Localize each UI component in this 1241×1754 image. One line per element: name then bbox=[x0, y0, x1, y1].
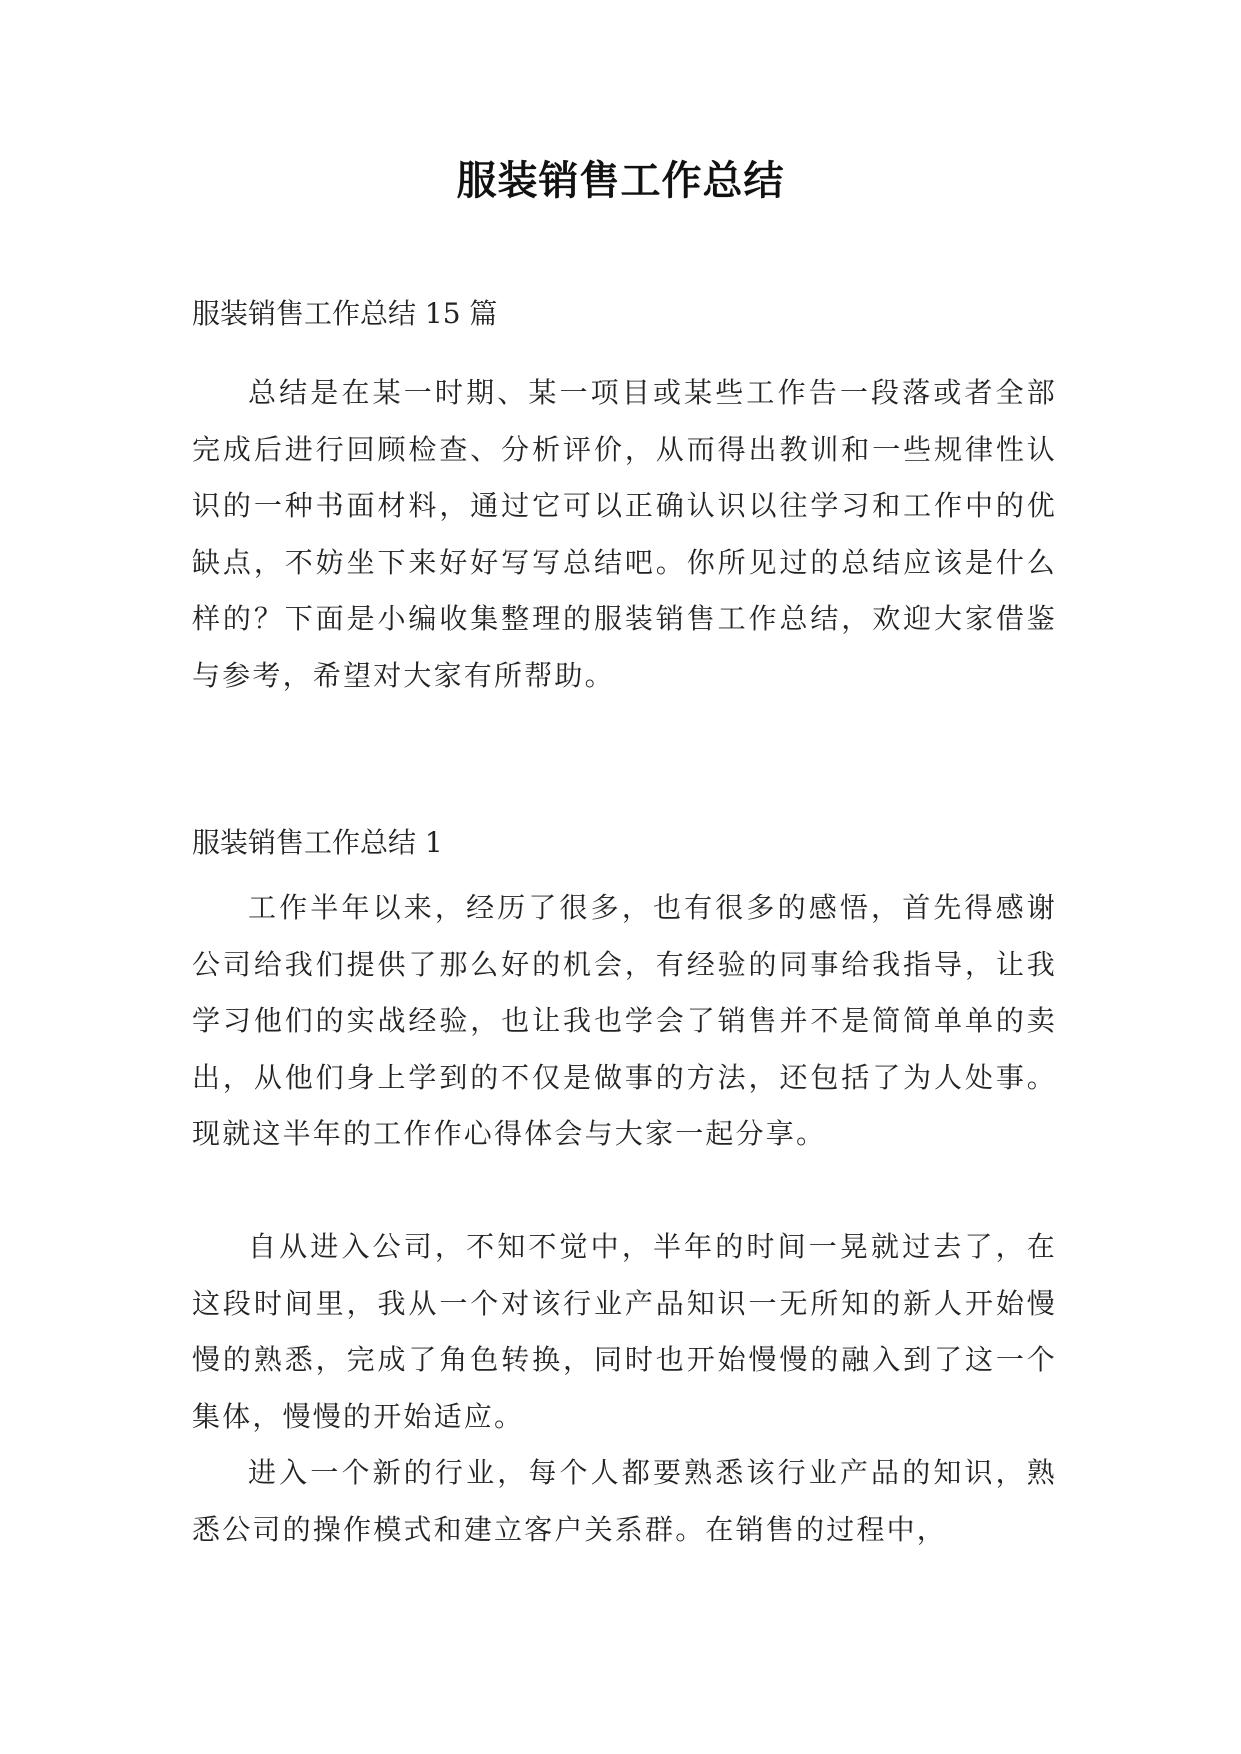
section-1-paragraph-2: 自从进入公司，不知不觉中，半年的时间一晃就过去了，在这段时间里，我从一个对该行业产品知识一无所知的新人开始慢慢的熟悉，完成了角色转换，同时也开始慢慢的融入到了这一个集体，慢慢的开始适应。 bbox=[192, 1230, 1057, 1433]
document-title: 服装销售工作总结 bbox=[456, 157, 785, 204]
intro-paragraph: 总结是在某一时期、某一项目或某些工作告一段落或者全部完成后进行回顾检查、分析评价，从而得出教训和一些规律性认识的一种书面材料，通过它可以正确认识以往学习和工作中的优缺点，不妨坐下来好好写写总结吧。你所见过的总结应该是什么样的？下面是小编收集整理的服装销售工作总结，欢迎大家借鉴与参考，希望对大家有所帮助。 bbox=[192, 376, 1057, 692]
section-1-paragraph-3: 进入一个新的行业，每个人都要熟悉该行业产品的知识，熟悉公司的操作模式和建立客户关系群。在销售的过程中， bbox=[192, 1456, 1057, 1546]
document-subtitle: 服装销售工作总结 15 篇 bbox=[192, 297, 498, 330]
section-heading-1: 服装销售工作总结 1 bbox=[192, 826, 443, 859]
section-1-paragraph-1: 工作半年以来，经历了很多，也有很多的感悟，首先得感谢公司给我们提供了那么好的机会，有经验的同事给我指导，让我学习他们的实战经验，也让我也学会了销售并不是简简单单的卖出，从他们身上学到的不仅是做事的方法，还包括了为人处事。现就这半年的工作作心得体会与大家一起分享。 bbox=[192, 891, 1057, 1150]
